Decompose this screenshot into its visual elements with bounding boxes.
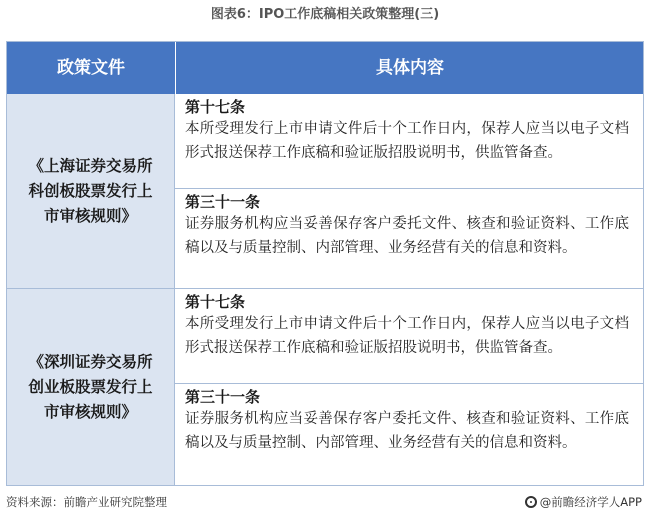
article-cell	[175, 384, 643, 485]
chart-title: 图表6：IPO工作底稿相关政策整理(三)	[210, 7, 440, 22]
article-title: 第三十一条	[185, 193, 261, 211]
table-header	[7, 42, 643, 94]
qianzhan-logo-icon	[525, 496, 537, 508]
brand-credit	[525, 494, 642, 510]
policy-document-cell	[7, 289, 175, 485]
header-policy-document: 政策文件	[57, 58, 125, 78]
article-body: 证券服务机构应当妥善保存客户委托文件、核查和验证资料、工作底稿以及与质量控制、内部管理、业务经营有关的信息和资料。	[185, 411, 629, 451]
article-cell	[175, 189, 643, 288]
policy-document-cell	[7, 94, 175, 288]
article-title: 第三十一条	[185, 388, 261, 406]
article-body: 本所受理发行上市申请文件后十个工作日内，保荐人应当以电子文档形式报送保荐工作底稿和验证版招股说明书，供监管备查。	[185, 316, 629, 356]
article-body: 本所受理发行上市申请文件后十个工作日内，保荐人应当以电子文档形式报送保荐工作底稿和验证版招股说明书，供监管备查。	[185, 121, 629, 161]
table-row-group	[7, 94, 643, 288]
article-body: 证券服务机构应当妥善保存客户委托文件、核查和验证资料、工作底稿以及与质量控制、内部管理、业务经营有关的信息和资料。	[185, 216, 629, 256]
article-title: 第十七条	[185, 293, 246, 311]
brand-label: @前瞻经济学人APP	[539, 495, 642, 509]
policy-table	[6, 41, 644, 486]
article-title: 第十七条	[185, 98, 246, 116]
table-row-group	[7, 288, 643, 485]
article-cell	[175, 94, 643, 189]
policy-document-name: 《上海证券交易所科创板股票发行上市审核规则》	[28, 156, 153, 225]
policy-document-name: 《深圳证券交易所创业板股票发行上市审核规则》	[28, 352, 153, 421]
article-cell	[175, 289, 643, 384]
data-source-note: 资料来源：前瞻产业研究院整理	[6, 495, 167, 509]
header-specific-content: 具体内容	[175, 42, 644, 94]
